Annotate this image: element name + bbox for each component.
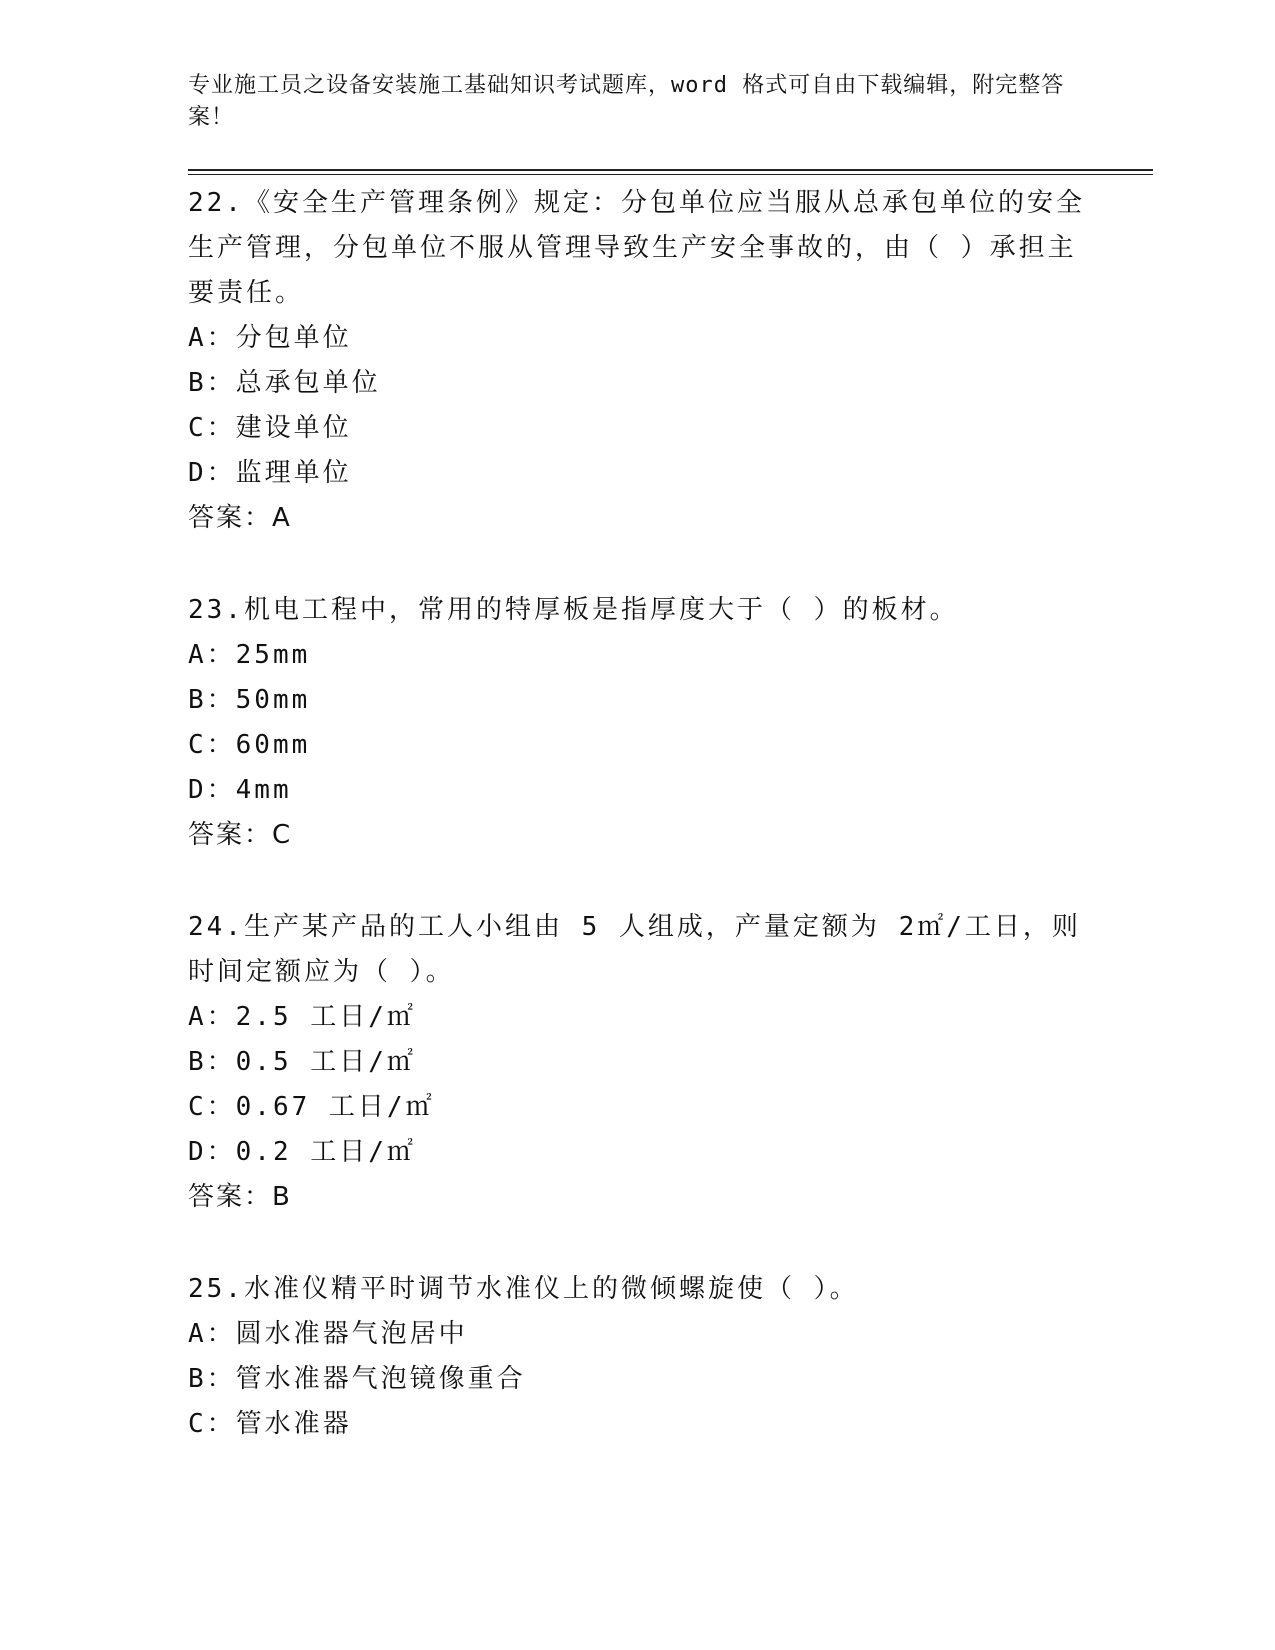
question-25: [188, 1267, 1153, 1447]
spacer: [188, 541, 1153, 588]
option-d: D：0.2 工日/㎡: [188, 1137, 416, 1167]
spacer: [188, 1220, 1153, 1267]
question-stem: 24.生产某产品的工人小组由 5 人组成，产量定额为 2㎡/工日，则时间定额应为（ ）。: [188, 912, 1081, 987]
document-page: [188, 70, 1153, 1447]
answer: 答案：A: [188, 503, 292, 533]
divider-line-top: [188, 169, 1153, 171]
option-a: A：25mm: [188, 640, 311, 670]
question-23: [188, 588, 1153, 858]
document-header: 专业施工员之设备安装施工基础知识考试题库，word 格式可自由下载编辑，附完整答案！: [188, 73, 1065, 130]
option-c: C：60mm: [188, 730, 311, 760]
option-d: D：监理单位: [188, 458, 352, 488]
question-24: [188, 905, 1153, 1220]
option-c: C：0.67 工日/㎡: [188, 1092, 435, 1122]
spacer: [188, 858, 1153, 905]
option-b: B：0.5 工日/㎡: [188, 1047, 416, 1077]
question-stem: 23.机电工程中，常用的特厚板是指厚度大于（ ）的板材。: [188, 595, 959, 625]
header-divider: [188, 169, 1153, 175]
option-a: A：分包单位: [188, 323, 352, 353]
question-stem: 22.《安全生产管理条例》规定：分包单位应当服从总承包单位的安全生产管理，分包单位不服从管理导致生产安全事故的，由（ ）承担主要责任。: [188, 188, 1085, 308]
answer: 答案：B: [188, 1182, 292, 1212]
question-22: [188, 181, 1153, 541]
answer: 答案：C: [188, 820, 293, 850]
option-d: D：4mm: [188, 775, 292, 805]
option-b: B：50mm: [188, 685, 311, 715]
option-c: C：建设单位: [188, 413, 352, 443]
option-c: C：管水准器: [188, 1409, 352, 1439]
option-a: A：2.5 工日/㎡: [188, 1002, 416, 1032]
question-stem: 25.水准仪精平时调节水准仪上的微倾螺旋使（ ）。: [188, 1274, 859, 1304]
option-b: B：管水准器气泡镜像重合: [188, 1364, 526, 1394]
option-a: A：圆水准器气泡居中: [188, 1319, 468, 1349]
option-b: B：总承包单位: [188, 368, 381, 398]
divider-line-bottom: [188, 174, 1153, 175]
